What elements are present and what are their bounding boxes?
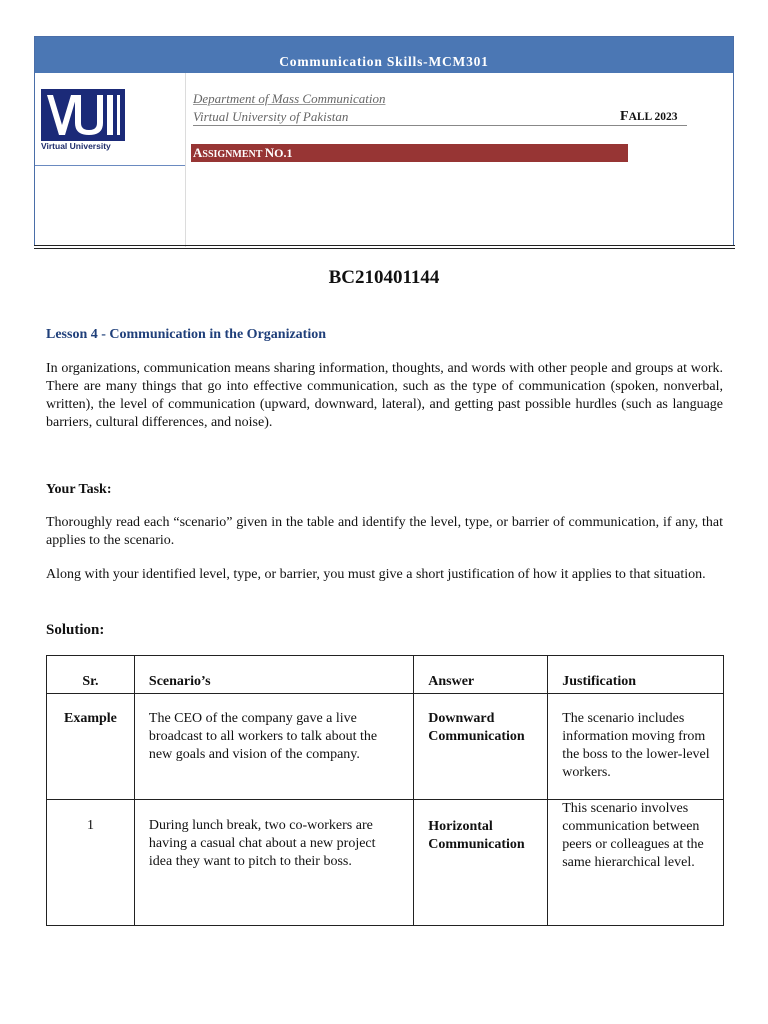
task-paragraph-1: Thoroughly read each “scenario” given in the table and identify the level, type, or barrier of communication, if any, that applies to the scenario. [46, 515, 723, 548]
lesson-title: Lesson 4 - Communication in the Organization [46, 327, 327, 342]
assignment-banner: ASSIGNMENT NO.1 [191, 144, 628, 162]
header-sr: Sr. [47, 656, 135, 694]
university-rule [193, 125, 687, 126]
logo-caption: Virtual University [41, 141, 111, 151]
row-justification: The scenario includes information moving from the boss to the lower-level workers. [548, 694, 724, 800]
solution-heading: Solution: [46, 622, 105, 638]
header-scenario: Scenario’s [134, 656, 413, 694]
table-header-row [47, 656, 724, 694]
header-rule-bottom [34, 248, 735, 249]
document-header [34, 36, 734, 246]
row-answer: Downward Communication [414, 694, 548, 800]
student-id: BC210401144 [328, 267, 440, 288]
row-scenario: During lunch break, two co-workers are having a casual chat about a new project idea they want to pitch to their boss. [134, 800, 413, 926]
task-heading: Your Task: [46, 482, 112, 497]
task-paragraph-2: Along with your identified level, type, or barrier, you must give a short justification of how it applies to that situation. [46, 567, 706, 582]
solution-table [46, 655, 724, 926]
term-label: FALL 2023 [620, 109, 678, 124]
table-row [47, 800, 724, 926]
vu-logo-icon [41, 89, 125, 141]
header-rule-top [34, 245, 735, 246]
row-answer: Horizontal Communication [414, 800, 548, 926]
logo-rule [35, 165, 185, 166]
row-sr: Example [47, 694, 135, 800]
header-justification: Justification [548, 656, 724, 694]
row-scenario: The CEO of the company gave a live broadcast to all workers to talk about the new goals and vision of the company. [134, 694, 413, 800]
row-justification: This scenario involves communication between peers or colleagues at the same hierarchical level. [548, 800, 724, 926]
row-sr: 1 [47, 800, 135, 926]
intro-paragraph: In organizations, communication means sharing information, thoughts, and words with other people and groups at work. There are many things that go into effective communication, such as the type of communication (spoken, nonverbal, written), the level of communication (upward, downward, lateral), and getting past possible hurdles (such as language barriers, cultural differences, and noise). [46, 361, 723, 430]
table-row [47, 694, 724, 800]
header-column-divider [185, 73, 186, 247]
university-name: Virtual University of Pakistan [193, 109, 349, 124]
department-name: Department of Mass Communication [193, 91, 386, 106]
course-title: Communication Skills-MCM301 [35, 37, 733, 73]
header-answer: Answer [414, 656, 548, 694]
